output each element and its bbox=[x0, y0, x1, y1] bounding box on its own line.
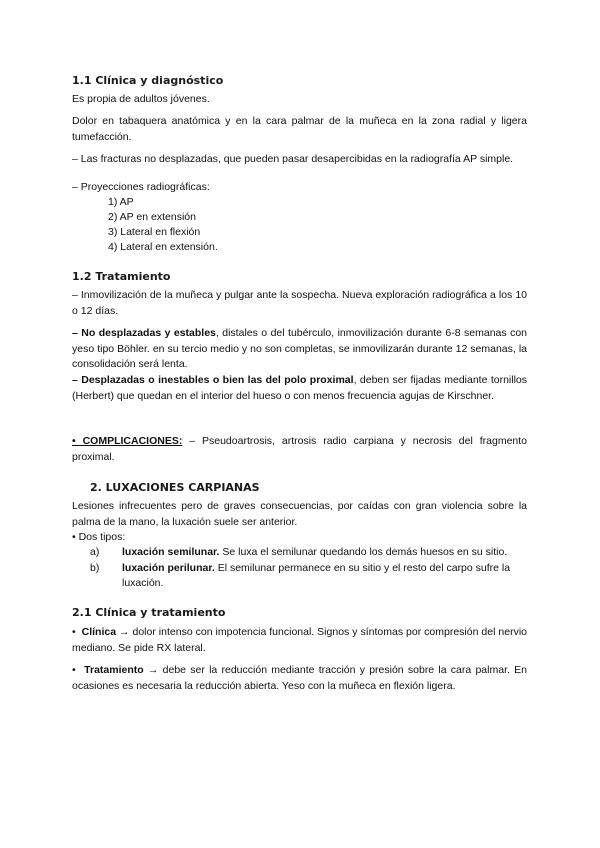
bullet: • bbox=[72, 664, 76, 676]
complications-label: • COMPLICACIONES: bbox=[72, 435, 183, 447]
clinica-bold: Clínica bbox=[81, 626, 117, 638]
s12-p3-bold: – Desplazadas o inestables o bien las del polo proximal bbox=[72, 374, 354, 386]
s11-p3: – Las fracturas no desplazadas, que pueden pasar desapercibidas en la radiografía AP simple. bbox=[72, 153, 514, 165]
projection-1: 1) AP bbox=[108, 196, 134, 208]
list-item bbox=[72, 545, 527, 561]
s12-p2 bbox=[72, 326, 527, 373]
s12-p2-rest: , distales o del tubérculo, inmovilización durante 6-8 semanas con yeso tipo Böhler. en su tercio medio y no son completas, se inmovilizarán durante 12 semanas, la consolidación será lenta. bbox=[72, 327, 527, 370]
complications-text: – Pseudoartrosis, artrosis radio carpiana y necrosis del fragmento proximal. bbox=[72, 435, 528, 463]
section-2-title bbox=[72, 481, 527, 494]
projection-4: 4) Lateral en extensión. bbox=[108, 241, 218, 253]
list-item bbox=[72, 561, 527, 592]
projection-2: 2) AP en extensión bbox=[108, 211, 196, 223]
s12-p3-rest: , deben ser fijadas mediante tornillos (Herbert) que quedan en el interior del hueso o con menos frecuencia agujas de Kirschner. bbox=[72, 374, 528, 402]
clinica-paragraph bbox=[72, 625, 527, 656]
list-marker: a) bbox=[90, 546, 100, 558]
list-text bbox=[120, 545, 527, 561]
s12-p3 bbox=[72, 373, 527, 404]
types-list bbox=[72, 545, 527, 592]
s11-p1: Es propia de adultos jóvenes. bbox=[72, 93, 210, 105]
bullet: • bbox=[72, 626, 76, 638]
section-2-1-title bbox=[72, 606, 527, 619]
section-1-2-title-text: 1.2 Tratamiento bbox=[72, 270, 171, 283]
s2-p1: Lesiones infrecuentes pero de graves consecuencias, por caídas con gran violencia sobre la palma de la mano, la luxación suele ser anterior. bbox=[72, 500, 527, 528]
section-2-title-text: 2. LUXACIONES CARPIANAS bbox=[90, 481, 260, 494]
list-marker: b) bbox=[90, 561, 100, 574]
type-bold: luxación semilunar. bbox=[122, 546, 220, 558]
tratamiento-rest: → debe ser la reducción mediante tracción y presión sobre la cara palmar. En ocasiones es necesaria la reducción abierta. Yeso con la muñeca en flexión ligera. bbox=[72, 664, 527, 692]
tratamiento-bold: Tratamiento bbox=[84, 664, 144, 676]
complications bbox=[72, 434, 527, 465]
section-1-1-title bbox=[72, 74, 527, 87]
section-2-1-title-text: 2.1 Clínica y tratamiento bbox=[72, 606, 226, 619]
type-rest: El semilunar permanece en su sitio y el resto del carpo sufre la luxación. bbox=[122, 561, 511, 589]
s12-p1: – Inmovilización de la muñeca y pulgar ante la sospecha. Nueva exploración radiográfica a los 10 o 12 días. bbox=[72, 289, 527, 317]
s12-p2-bold: – No desplazadas y estables bbox=[72, 327, 216, 339]
type-bold: luxación perilunar. bbox=[122, 561, 215, 574]
list-text bbox=[120, 561, 527, 592]
tratamiento-paragraph bbox=[72, 663, 527, 694]
clinica-rest: → dolor intenso con impotencia funcional. Signos y síntomas por compresión del nervio mediano. Se pide RX lateral. bbox=[72, 626, 527, 654]
s11-p4: – Proyecciones radiográficas: bbox=[72, 181, 210, 193]
s11-p2: Dolor en tabaquera anatómica y en la cara palmar de la muñeca en la zona radial y ligera tumefacción. bbox=[72, 115, 527, 143]
section-1-2-title bbox=[72, 270, 527, 283]
projection-3: 3) Lateral en flexión bbox=[108, 226, 201, 238]
s2-p2: • Dos tipos: bbox=[72, 531, 126, 543]
section-1-1-title-text: 1.1 Clínica y diagnóstico bbox=[72, 74, 224, 87]
type-rest: Se luxa el semilunar quedando los demás huesos en su sitio. bbox=[219, 546, 508, 558]
